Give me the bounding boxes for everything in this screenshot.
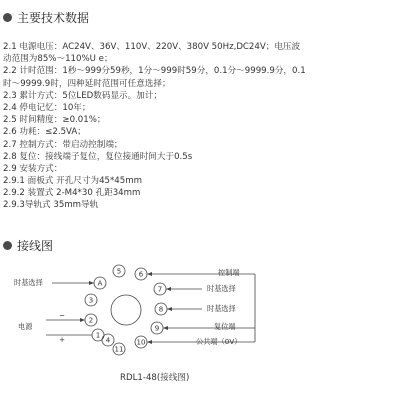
label-right-time-select-2: 时基选择 [207,304,236,313]
pin-A-label: A [97,279,103,288]
spec-line: 2.3 累计方式：5位LED数码显示。加计； [3,90,163,101]
pin-1-label: 1 [95,331,101,340]
specs-list [3,41,411,212]
bullet-icon [3,13,12,22]
label-left-power: 电源 [18,322,33,331]
pin-5-label: 5 [116,267,122,276]
arrow-icon [147,272,152,276]
label-right-control: 控制端 [218,268,240,277]
specs-heading-text: 主要技术数据 [17,10,90,25]
arrow-icon [147,340,152,344]
label-right-reset: 复位端 [214,322,236,331]
spec-line: 2.9.1 面板式 开孔尺寸为45*45mm [3,176,142,187]
arrow-icon [80,318,85,322]
specs-heading [3,8,89,26]
wiring-heading [3,236,53,254]
arrow-icon [167,307,172,311]
wiring-diagram [0,258,414,400]
pin-10-label: 10 [136,338,146,347]
label-right-common: 公共端（0V） [196,337,242,346]
bullet-icon [3,241,12,250]
spec-line: 2.9.3导轨式 35mm导轨 [3,200,99,211]
spec-line: 2.9 安装方式： [3,163,63,174]
label-right-time-select-1: 时基选择 [207,284,236,293]
spec-line: 时～9999.9时，四种延时范围可任意选择； [3,78,171,89]
spec-line: 2.9.2 装置式 2-M4*30 孔距34mm [3,188,141,199]
pin-8-label: 8 [158,305,164,314]
pin-2-label: 2 [88,316,94,325]
wiring-diagram-svg [0,258,414,400]
spec-line: 2.2 计时范围：1秒～999分59秒，1分～999时59分，0.1分～9999.9分，0.1 [3,66,306,77]
pin-9-label: 9 [154,324,160,333]
spec-line: 2.1 电源电压：AC24V、36V、110V、220V、380V 50Hz,DC24V；电压波 [3,42,301,52]
spec-line: 2.7 控制方式：带启动控制端； [3,139,123,150]
spec-line: 2.6 功耗：≤2.5VA； [3,127,86,138]
arrow-icon [89,281,94,285]
pin-7-label: 7 [157,285,163,294]
arrow-icon [163,326,168,330]
pin-4-label: 4 [105,336,111,345]
label-left-time-select: 时基选择 [14,278,43,287]
center-knob [111,295,141,325]
wiring-heading-text: 接线图 [17,238,54,253]
spec-line: 动范围为85%～110%U e； [3,54,113,65]
spec-line: 2.4 停电记忆：10年； [3,102,91,113]
power-ac-symbol: ~ [59,312,65,320]
pin-6-label: 6 [138,270,144,279]
diagram-caption: RDL1-48(接线图) [120,373,190,383]
arrow-icon [166,287,171,291]
pin-11-label: 11 [114,345,124,354]
power-dc-symbol: + [59,336,65,344]
spec-line: 2.8 复位：接线端子复位，复位接通时间大于0.5s [3,151,193,162]
spec-line: 2.5 时间精度：≥0.01%； [3,115,106,126]
pin-3-label: 3 [88,296,94,305]
